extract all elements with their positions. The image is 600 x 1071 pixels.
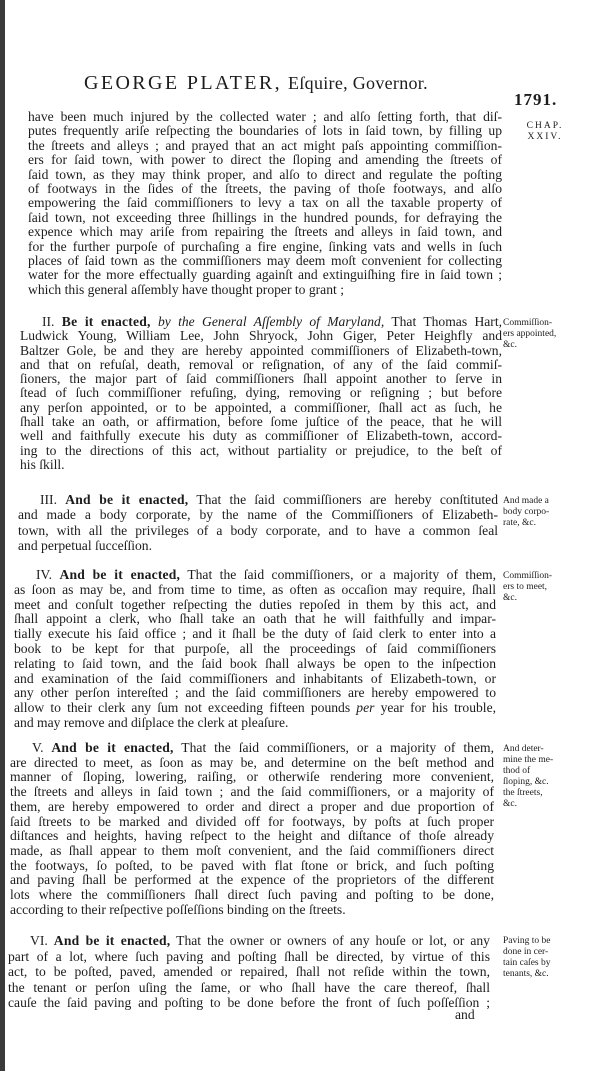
- text: and may remove and diſplace the clerk at pleaſure.: [14, 714, 289, 730]
- enacting-clause: And be it enacted,: [53, 933, 171, 948]
- text-line: [10, 873, 494, 888]
- text: cauſe the ſaid paving and poſting to be done before the front of ſuch poſſeſſion ;: [8, 995, 490, 1010]
- chapter-number: XXIV.: [527, 132, 563, 142]
- text: tially execute his ſaid office ; and it ſhall be the duty of ſaid clerk to enter into a: [14, 626, 496, 642]
- text: year for his trouble,: [374, 700, 497, 716]
- text-line: [14, 568, 496, 583]
- text: and that on refuſal, death, removal or reſignation, of any of the ſaid commiſ-: [20, 356, 502, 372]
- text-line: [28, 254, 502, 268]
- text-line: [14, 642, 496, 657]
- margin-note-line: body corpo-: [503, 507, 550, 517]
- text-line: [18, 492, 498, 507]
- text-line: [28, 168, 502, 182]
- text: Baltzer Gole, be and they are hereby appointed commiſſioners of Elizabeth-town,: [20, 342, 502, 358]
- enacting-clause: And be it enacted,: [51, 740, 174, 755]
- text: them, are hereby empowered to order and direct a proper and due proportion of: [10, 798, 494, 814]
- text: and made a body corporate, by the name of the Commiſſioners of Elizabeth-: [18, 507, 498, 523]
- text-line: [20, 329, 502, 343]
- text: and paving ſhall be performed at the expence of the proprietors of the different: [10, 872, 494, 888]
- text: ſaid town, as they may think proper, and alſo to direct and regulate the poſting: [28, 166, 502, 182]
- text: act, to be poſted, paved, amended or repaired, ſhall not reſide within the town,: [8, 964, 490, 979]
- text: manner of ſloping, lowering, raiſing, or otherwiſe rendering more convenient,: [10, 769, 494, 785]
- text-line: [28, 153, 502, 167]
- text-line: [20, 458, 502, 472]
- text: diſtances and heights, having reſpect to the height and diſtance of thoſe already: [10, 828, 494, 844]
- text: ſaid town, not exceeding three ſhillings in the hundred pounds, for defraying the: [28, 209, 502, 225]
- text-line: [28, 139, 502, 153]
- text-line: [10, 815, 494, 830]
- margin-note-line: ers to meet,: [503, 582, 548, 592]
- margin-note-line: the ſtreets,: [503, 788, 543, 798]
- text: made, as ſhall appear to them moſt convenient, and the ſaid commiſſioners direct: [10, 842, 494, 858]
- governor-name: GEORGE PLATER,: [84, 72, 283, 94]
- text: part of a lot, where ſuch paving and poſting ſhall be directed, by virtue of this: [8, 948, 490, 964]
- text: relating to ſaid town, and the ſaid book ſhall always be open to the inſpection: [14, 655, 496, 671]
- margin-note-line: Commiſſion-: [503, 318, 553, 328]
- text: the ſtreets and alleys ; and prayed that an act might paſs appointing commiſſion-: [28, 137, 502, 153]
- text: That the ſaid commiſſioners are hereby conſtituted: [188, 492, 498, 507]
- margin-note-line: And deter-: [503, 744, 544, 754]
- text: his ſkill.: [20, 456, 65, 472]
- margin-note-line: Commiſſion-: [503, 571, 553, 581]
- text-line: [20, 429, 502, 443]
- text: II.: [42, 314, 62, 329]
- text: empowering the ſaid commiſſioners to levy a tax on all the taxable property of: [28, 195, 502, 211]
- text: That Thomas Hart,: [384, 314, 503, 329]
- paragraph-preamble: [28, 110, 502, 297]
- text: Ludwick Young, William Lee, John Shryock, John Giger, Peter Heighfly and: [20, 328, 502, 344]
- text: ſioners, the major part of ſaid commiſſioners ſhall appoint another to ſerve in: [20, 371, 502, 387]
- margin-note-line: thod of: [503, 766, 531, 776]
- margin-note-line: &c.: [503, 799, 517, 809]
- text: and examination of the ſaid commiſſioners and inhabitants of Elizabeth-town, or: [14, 670, 496, 686]
- text-line: [20, 401, 502, 415]
- text: of footways in the ſides of the ſtreets, the paving of thoſe footways, and alſo: [28, 181, 502, 197]
- text-line: [14, 657, 496, 672]
- text: That the owner or owners of any houſe or lot, or any: [170, 933, 490, 948]
- text: allow to their clerk any ſum not exceeding fifteen pounds: [14, 700, 357, 716]
- text-line: [10, 888, 494, 903]
- text: places of ſaid town as the commiſſioners may deem moſt convenient for collecting: [28, 253, 502, 269]
- text: ſtead of ſuch commiſſioner refuſing, dying, removing or reſigning ; but before: [20, 385, 502, 401]
- text: any perſon appointed, or to be appointed, a commiſſioner, ſhall act as ſuch, he: [20, 399, 502, 415]
- enacting-clause: And be it enacted,: [59, 567, 181, 582]
- text-line: [10, 844, 494, 859]
- governor-title: Eſquire, Governor.: [288, 73, 428, 93]
- margin-note-line: &c.: [503, 593, 517, 603]
- chapter-marker: [512, 121, 578, 143]
- text: for the further purpoſe of purchaſing a fire engine, ſinking vats and wells in ſuch: [28, 238, 502, 254]
- text: ing to the directions of this act, without partiality or prejudice, to the beſt of: [20, 442, 502, 458]
- margin-note-line: mine the me-: [503, 755, 554, 765]
- text-line: [14, 627, 496, 642]
- text: ſhall appoint a clerk, who ſhall take an oath that he will faithfully and impar-: [14, 611, 496, 627]
- margin-note-3: [503, 496, 549, 529]
- text: the footways, ſo poſted, to be paved with flat ſtone or brick, and ſuch poſting: [10, 857, 494, 873]
- text: expence which may ariſe from repairing the ſtreets and alleys in ſaid town, and: [28, 224, 502, 240]
- text: ſhall take an oath, or affirmation, before ſome juſtice of the peace, that he will: [20, 414, 502, 430]
- margin-note-line: ers appointed,: [503, 329, 557, 339]
- margin-note-2: [503, 318, 556, 351]
- text: VI.: [30, 933, 54, 948]
- text-line: [20, 386, 502, 400]
- section-2: [20, 315, 502, 472]
- text: IV.: [36, 567, 60, 582]
- text-line: [10, 770, 494, 785]
- text-line: [14, 583, 496, 598]
- margin-note-line: tenants, &c.: [503, 969, 549, 979]
- margin-note-line: And made a: [503, 496, 549, 506]
- italic-text: per: [356, 700, 375, 716]
- text-line: [20, 315, 502, 329]
- text-line: [20, 444, 502, 458]
- margin-note-5: [503, 744, 553, 810]
- text-line: [20, 344, 502, 358]
- text-line: [14, 686, 496, 701]
- section-3: [18, 492, 498, 553]
- section-4: [14, 568, 496, 731]
- text-line: [14, 701, 496, 716]
- italic-text: by the General Aſſembly of Maryland,: [157, 314, 385, 329]
- text-line: [8, 995, 490, 1011]
- text-line: [28, 211, 502, 225]
- text: the tenant or perſon uſing the ſame, or who ſhall have the care thereof, ſhall: [8, 979, 490, 995]
- text: That the ſaid commiſſioners, or a majority of them,: [180, 567, 496, 582]
- catchword: and: [455, 1007, 475, 1022]
- scan-edge: [0, 0, 5, 1071]
- text-line: [10, 800, 494, 815]
- enacting-clause: Be it enacted,: [61, 314, 151, 329]
- margin-note-line: done in cer-: [503, 947, 549, 957]
- text: which this general aſſembly have thought proper to grant ;: [28, 281, 344, 297]
- text: That the ſaid commiſſioners, or a majority of them,: [173, 740, 494, 755]
- text-line: [18, 523, 498, 538]
- text-line: [14, 598, 496, 613]
- text: according to their reſpective poſſeſſions binding on the ſtreets.: [10, 901, 346, 917]
- text: ers for ſaid town, with power to direct the ſloping and amending the ſtreets of: [28, 152, 502, 168]
- text-line: [8, 980, 490, 996]
- text-line: [18, 507, 498, 522]
- text: ſaid ſtreets to be marked and divided off for footways, by poſts at ſuch proper: [10, 813, 494, 829]
- text: are directed to meet, as ſoon as may be, and determine on the beſt method and: [10, 754, 494, 770]
- text-line: [14, 672, 496, 687]
- text-line: [28, 268, 502, 282]
- chapter-label: CHAP.: [526, 121, 564, 131]
- text-line: [28, 225, 502, 239]
- text: well and faithfully execute his duty as commiſſioner of Elizabeth-town, accord-: [20, 428, 502, 444]
- text: putes frequently ariſe reſpecting the boundaries of lots in ſaid town, by filling up: [28, 123, 502, 139]
- text-line: [28, 283, 502, 297]
- text-line: [8, 964, 490, 980]
- margin-note-6: [503, 936, 551, 980]
- text: any other perſon intereſted ; and the ſaid commiſſioners are hereby empowered to: [14, 685, 496, 701]
- text-line: [14, 716, 496, 731]
- text-line: [10, 741, 494, 756]
- enacting-clause: And be it enacted,: [65, 492, 189, 507]
- running-head: [84, 72, 428, 95]
- text-line: [8, 933, 490, 949]
- text-line: [20, 415, 502, 429]
- text-line: [10, 756, 494, 771]
- text: III.: [40, 492, 66, 507]
- text-line: [28, 110, 502, 124]
- margin-note-line: ſloping, &c.: [503, 777, 549, 787]
- text: have been much injured by the collected water ; and alſo ſetting forth, that diſ-: [28, 109, 502, 124]
- section-5: [10, 741, 494, 917]
- text-line: [28, 196, 502, 210]
- margin-note-line: &c.: [503, 340, 517, 350]
- text-line: [8, 949, 490, 965]
- text: as ſoon as may be, and from time to time, as often as occaſion may require, ſhall: [14, 581, 496, 597]
- year: 1791.: [514, 90, 558, 109]
- text: town, with all the privileges of a body corporate, and to have a common ſeal: [18, 522, 498, 538]
- text-line: [10, 859, 494, 874]
- text-line: [10, 785, 494, 800]
- margin-note-line: rate, &c.: [503, 518, 536, 528]
- text-line: [10, 829, 494, 844]
- text: water for the more effectually guarding againſt and extinguiſhing fire in ſaid town ;: [28, 267, 502, 283]
- text: and perpetual ſucceſſion.: [18, 537, 152, 553]
- text: lots where the commiſſioners ſhall direct ſuch paving and poſting to be done,: [10, 887, 494, 903]
- text-line: [28, 240, 502, 254]
- text: V.: [32, 740, 52, 755]
- text-line: [14, 612, 496, 627]
- text: the ſtreets and alleys in ſaid town ; and the ſaid commiſſioners, or a majority of: [10, 784, 494, 800]
- section-6: [8, 933, 490, 1011]
- text-line: [18, 538, 498, 553]
- text-line: [28, 124, 502, 138]
- text: book to be kept for that purpoſe, all the proceedings of ſaid commiſſioners: [14, 640, 496, 656]
- margin-note-line: Paving to be: [503, 936, 551, 946]
- margin-note-4: [503, 571, 552, 604]
- text-line: [20, 358, 502, 372]
- text: [151, 314, 158, 329]
- text-line: [28, 182, 502, 196]
- margin-note-line: tain caſes by: [503, 958, 551, 968]
- text-line: [20, 372, 502, 386]
- text-line: [10, 903, 494, 918]
- text: meet and conſult together reſpecting the duties repoſed in them by this act, and: [14, 596, 496, 612]
